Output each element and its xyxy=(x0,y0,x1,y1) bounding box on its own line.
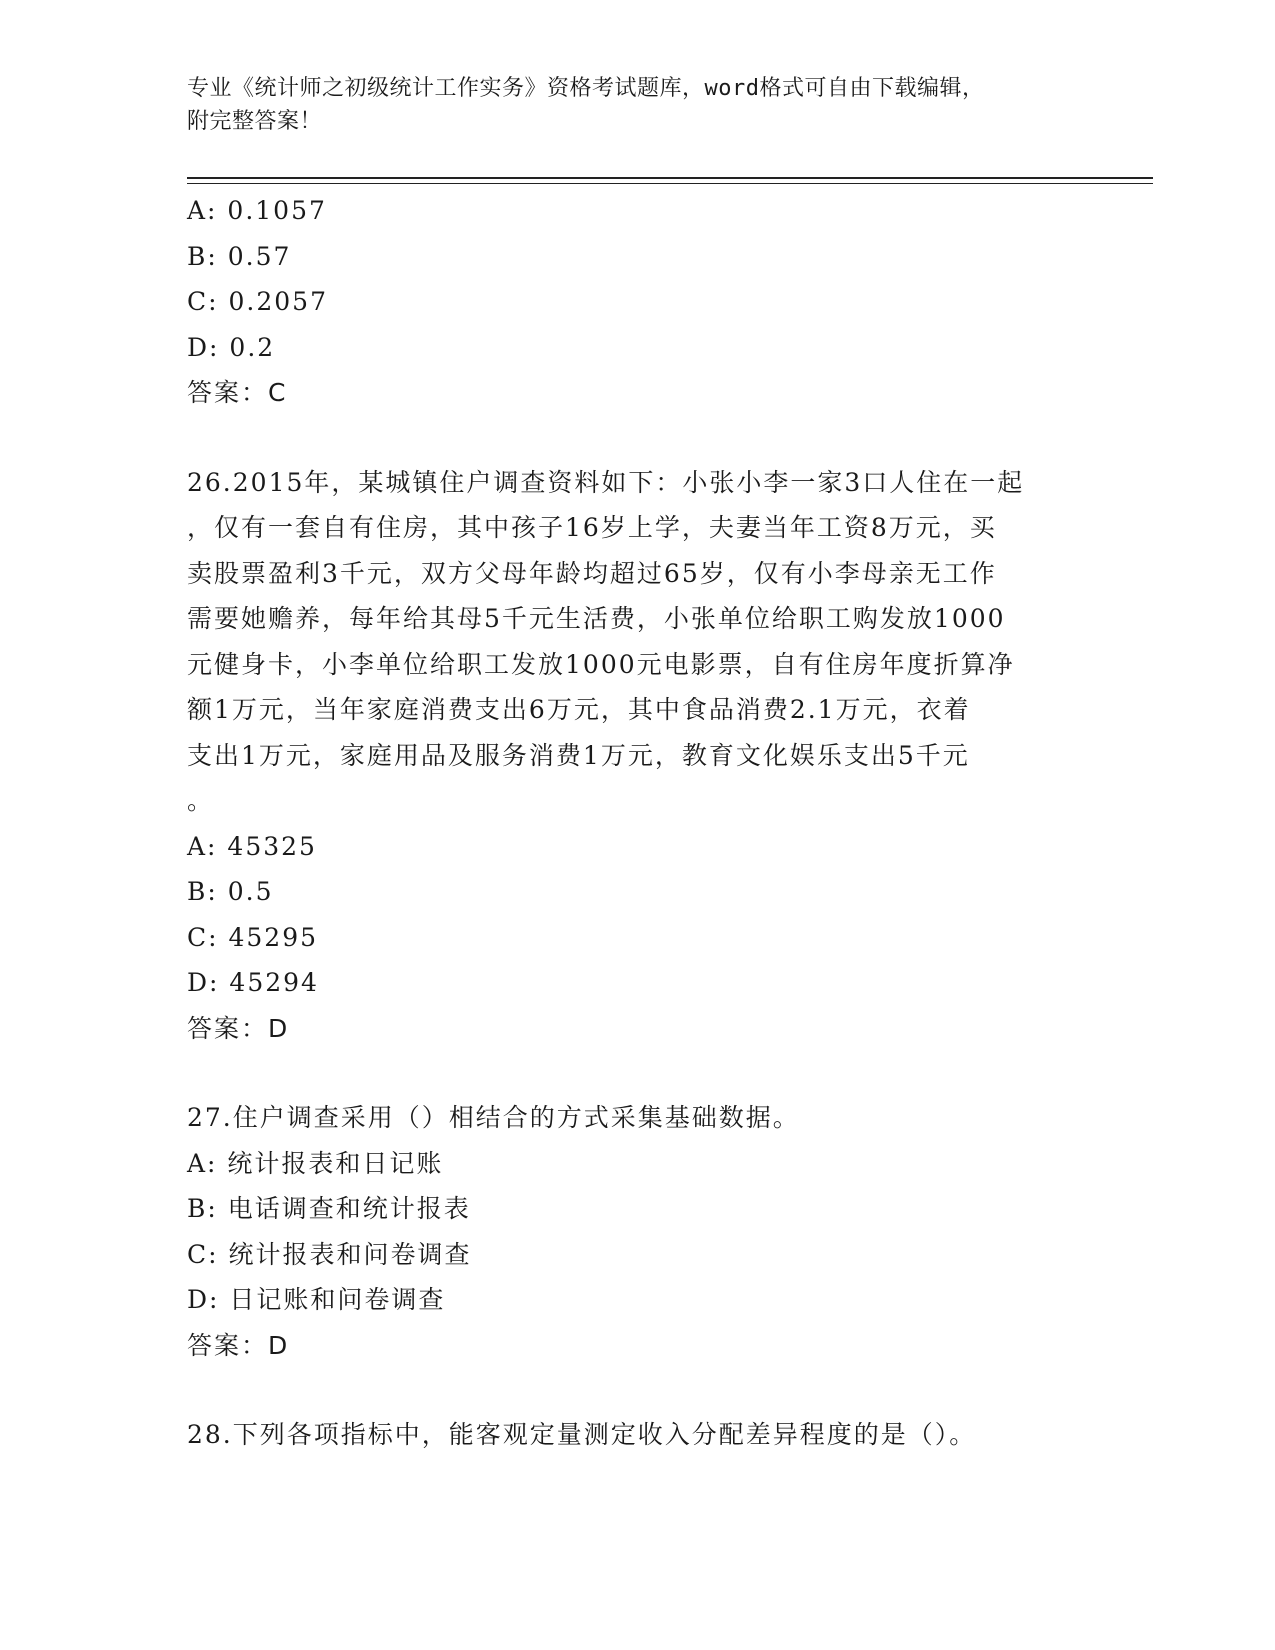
q26-option-d: D: 45294 xyxy=(187,968,319,997)
question-28-block xyxy=(187,1412,1087,1458)
document-header xyxy=(187,72,1067,138)
q27-stem: 27.住户调查采用（）相结合的方式采集基础数据。 xyxy=(187,1103,800,1132)
q25-option-a: A: 0.1057 xyxy=(187,196,327,225)
spacer xyxy=(187,1368,1087,1412)
question-25-block xyxy=(187,188,1087,416)
q26-stem-line-1: 26.2015年，某城镇住户调查资料如下：小张小李一家3口人住在一起 xyxy=(187,467,1025,497)
q26-stem-line-8: 。 xyxy=(187,786,215,815)
question-27-block xyxy=(187,1095,1087,1368)
q25-option-c: C: 0.2057 xyxy=(187,287,328,316)
q27-option-c: C: 统计报表和问卷调查 xyxy=(187,1239,472,1269)
spacer xyxy=(187,416,1087,460)
q25-option-b: B: 0.57 xyxy=(187,241,292,271)
q26-stem-line-6: 额1万元，当年家庭消费支出6万元，其中食品消费2.1万元，衣着 xyxy=(187,695,971,724)
spacer xyxy=(187,1051,1087,1095)
q25-answer: 答案：C xyxy=(187,378,288,407)
q26-answer: 答案：D xyxy=(187,1013,290,1043)
q26-option-b: B: 0.5 xyxy=(187,877,274,906)
q27-option-b: B: 电话调查和统计报表 xyxy=(187,1194,471,1223)
header-line-2: 附完整答案！ xyxy=(187,109,323,134)
header-divider-thin xyxy=(187,183,1153,184)
header-line-1: 专业《统计师之初级统计工作实务》资格考试题库，word格式可自由下载编辑， xyxy=(187,76,985,101)
q26-option-c: C: 45295 xyxy=(187,922,319,952)
q26-stem-line-5: 元健身卡，小李单位给职工发放1000元电影票，自有住房年度折算净 xyxy=(187,649,1015,679)
q27-answer: 答案：D xyxy=(187,1330,290,1360)
q26-stem-line-2: ，仅有一套自有住房，其中孩子16岁上学，夫妻当年工资8万元，买 xyxy=(187,513,997,542)
q26-option-a: A: 45325 xyxy=(187,831,317,861)
header-divider-thick xyxy=(187,177,1153,179)
q26-stem-line-7: 支出1万元，家庭用品及服务消费1万元，教育文化娱乐支出5千元 xyxy=(187,740,970,770)
q28-stem: 28.下列各项指标中，能客观定量测定收入分配差异程度的是（）。 xyxy=(187,1420,977,1449)
q25-option-d: D: 0.2 xyxy=(187,332,276,362)
q27-option-a: A: 统计报表和日记账 xyxy=(187,1148,444,1178)
question-26-block xyxy=(187,460,1087,1052)
q26-stem-line-4: 需要她赡养，每年给其母5千元生活费，小张单位给职工购发放1000 xyxy=(187,604,1006,633)
q26-stem-line-3: 卖股票盈利3千元，双方父母年龄均超过65岁，仅有小李母亲无工作 xyxy=(187,558,997,588)
q27-option-d: D: 日记账和问卷调查 xyxy=(187,1285,446,1314)
question-content xyxy=(187,188,1087,1458)
